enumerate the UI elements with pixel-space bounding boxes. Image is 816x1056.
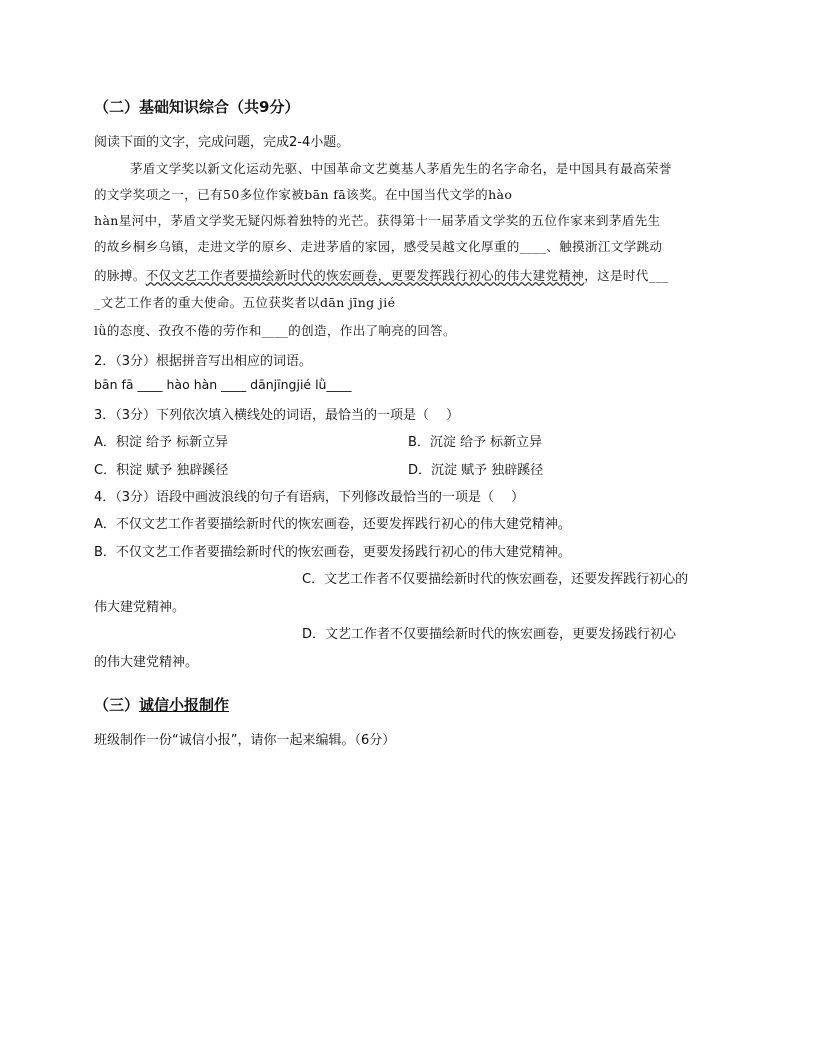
question-stem: 2．（3分）根据拼音写出相应的词语。 <box>94 354 313 369</box>
section3-heading-prefix: （三） <box>94 696 140 714</box>
option-a[interactable]: A．积淀 给予 标新立异 <box>94 435 229 450</box>
passage-line: _文艺工作者的重大使命。五位获奖者以dān jīng jié <box>94 295 396 310</box>
option-a[interactable]: A．不仅文艺工作者要描绘新时代的恢宏画卷，还要发挥践行初心的伟大建党精神。 <box>94 517 571 532</box>
section3-heading <box>94 694 229 715</box>
option-c[interactable]: C．积淀 赋予 独辟蹊径 <box>94 463 229 478</box>
option-b[interactable]: B．不仅文艺工作者要描绘新时代的恢宏画卷，更要发扬践行初心的伟大建党精神。 <box>94 545 571 560</box>
passage-text: 的脉搏。 <box>94 268 146 283</box>
question-stem: 4．（3分）语段中画波浪线的句子有语病，下列修改最恰当的一项是（ ） <box>94 490 525 505</box>
section2-heading: （二）基础知识综合（共9分） <box>94 98 300 116</box>
option-b[interactable]: B．沉淀 给予 标新立异 <box>408 435 543 450</box>
option-d-continued: 的伟大建党精神。 <box>94 655 199 670</box>
section3-heading-title: 诚信小报制作 <box>139 696 230 714</box>
section3-instruction: 班级制作一份“诚信小报”，请你一起来编辑。（6分） <box>94 733 396 748</box>
option-d[interactable]: D．沉淀 赋予 独辟蹊径 <box>408 463 544 478</box>
passage-line: 的文学奖项之一，已有50多位作家被bān fā该奖。在中国当代文学的hào <box>94 187 513 202</box>
passage-text: ，这是时代___ <box>584 268 669 283</box>
option-c-continued: 伟大建党精神。 <box>94 600 186 615</box>
option-d[interactable]: D．文艺工作者不仅要描绘新时代的恢宏画卷，更要发扬践行初心 <box>302 627 677 642</box>
pinyin-blanks: bān fā ____ hào hàn ____ dānjīngjié lǜ____ <box>94 377 352 392</box>
passage-line: 的故乡桐乡乌镇，走进文学的原乡、走进茅盾的家园，感受吴越文化厚重的____、触摸浙江文学跳动 <box>94 239 663 254</box>
option-c[interactable]: C．文艺工作者不仅要描绘新时代的恢宏画卷，还要发挥践行初心的 <box>302 572 689 587</box>
question-stem: 3．（3分）下列依次填入横线处的词语，最恰当的一项是（ ） <box>94 408 460 423</box>
section2-instruction: 阅读下面的文字，完成问题，完成2-4小题。 <box>94 135 350 150</box>
wavy-underlined-sentence: 不仅文艺工作者要描绘新时代的恢宏画卷，更要发挥践行初心的伟大建党精神 <box>145 268 585 283</box>
passage-line: 茅盾文学奖以新文化运动先驱、中国革命文艺奠基人茅盾先生的名字命名，是中国具有最高荣誉 <box>130 161 672 176</box>
passage-line: hàn星河中，茅盾文学奖无疑闪烁着独特的光芒。获得第十一届茅盾文学奖的五位作家来到茅盾先生 <box>94 213 661 228</box>
passage-line <box>94 266 669 284</box>
passage-line: lǜ的态度、孜孜不倦的劳作和____的创造，作出了响亮的回答。 <box>94 323 456 338</box>
